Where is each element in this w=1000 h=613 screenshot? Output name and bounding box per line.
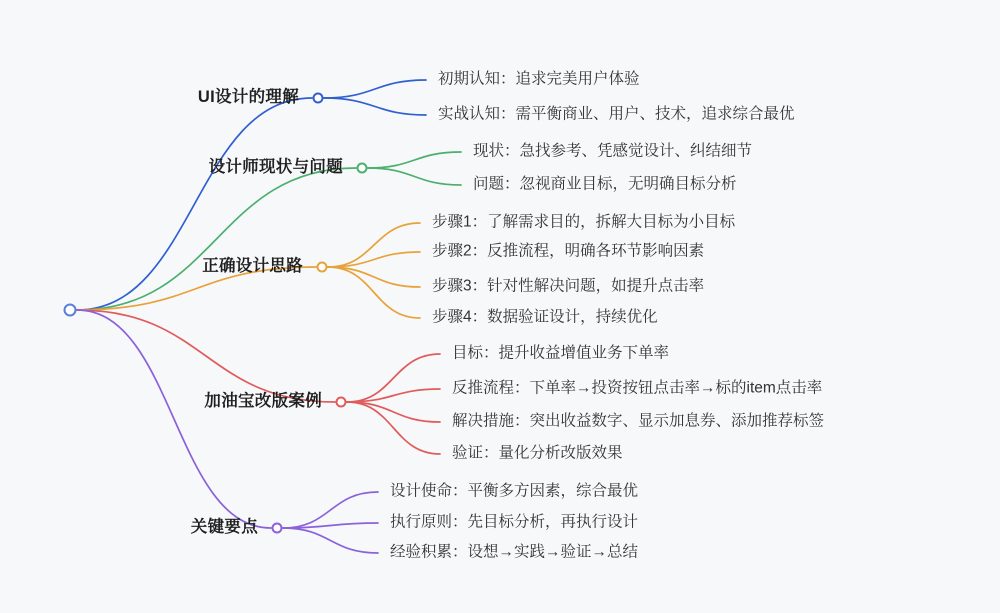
leaf-label-2-3: 步骤4：数据验证设计，持续优化	[432, 308, 658, 326]
branch-label-2: 正确设计思路	[202, 257, 303, 276]
leaf-label-4-1: 执行原则：先目标分析，再执行设计	[390, 513, 639, 531]
branch-label-4: 关键要点	[190, 518, 258, 537]
leaf-label-1-1: 问题：忽视商业目标，无明确目标分析	[473, 175, 737, 193]
leaf-label-3-3: 验证：量化分析改版效果	[452, 444, 623, 462]
leaf-label-3-2: 解决措施：突出收益数字、显示加息券、添加推荐标签	[452, 412, 825, 430]
leaf-label-2-2: 步骤3：针对性解决问题，如提升点击率	[432, 277, 705, 295]
branch-node-4[interactable]	[272, 523, 283, 534]
leaf-label-0-1: 实战认知：需平衡商业、用户、技术，追求综合最优	[438, 105, 795, 123]
branch-label-1: 设计师现状与问题	[208, 158, 343, 177]
branch-node-3[interactable]	[336, 397, 347, 408]
leaf-label-2-1: 步骤2：反推流程，明确各环节影响因素	[432, 242, 705, 260]
branch-label-0: UI设计的理解	[197, 88, 299, 107]
branch-node-2[interactable]	[317, 262, 328, 273]
leaf-label-4-2: 经验积累：设想→实践→验证→总结	[390, 543, 639, 561]
leaf-label-2-0: 步骤1：了解需求目的，拆解大目标为小目标	[432, 213, 736, 231]
leaf-label-0-0: 初期认知：追求完美用户体验	[438, 70, 640, 88]
branch-node-1[interactable]	[357, 163, 368, 174]
leaf-label-4-0: 设计使命：平衡多方因素，综合最优	[390, 482, 639, 500]
leaf-label-3-0: 目标：提升收益增值业务下单率	[452, 344, 670, 362]
branch-label-3: 加油宝改版案例	[204, 392, 322, 411]
leaf-label-1-0: 现状：急找参考、凭感觉设计、纠结细节	[473, 142, 753, 160]
mindmap-root-node[interactable]	[64, 304, 77, 317]
leaf-label-3-1: 反推流程：下单率→投资按钮点击率→标的item点击率	[452, 379, 823, 397]
branch-node-0[interactable]	[313, 93, 324, 104]
